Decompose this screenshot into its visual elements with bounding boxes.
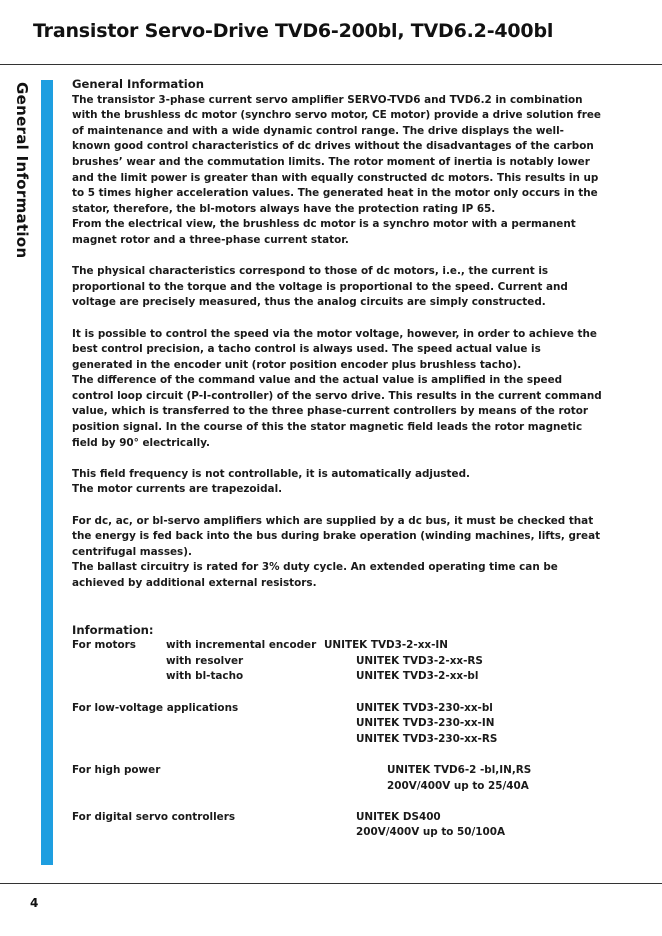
motor-option: with incremental encoder: [166, 639, 317, 652]
paragraph: The difference of the command value and the actual value is amplified in the speed control loop circuit (P-I-controller) of the servo drive. This results in the current command value, which is transferred to the three phase-current controllers by means of the rotor position signal. In the course of this the stator magnetic field leads the rotor magnetic field by 90° electrically.: [72, 374, 602, 449]
header-divider: [0, 64, 662, 65]
high-power-label: For high power: [72, 763, 161, 776]
info-row-lowvoltage-2: [72, 716, 602, 732]
motor-product: UNITEK TVD3-2-xx-bl: [356, 670, 479, 683]
paragraph: The transistor 3-phase current servo amplifier SERVO-TVD6 and TVD6.2 in combination with the brushless dc motor (synchro servo motor, CE motor) provide a drive solution free of maintenance and with a wide dynamic control range. The drive displays the well-known good control characteristics of dc drives without the disadvantages of the carbon brushes’ wear and the commutation limits. The rotor moment of inertia is notably lower and the limit power is greater than with equally constructed dc motors. This results in up to 5 times higher acceleration values. The generated heat in the motor only occurs in the stator, therefore, the bl-motors always have the protection rating IP 65.: [72, 93, 601, 215]
section-heading: General Information: [72, 77, 204, 91]
digital-product: UNITEK DS400: [356, 810, 441, 823]
paragraph: The physical characteristics correspond to those of dc motors, i.e., the current is proportional to the torque and the voltage is proportional to the speed. Current and voltage are precisely measured, thus the analog circuits are simply constructed.: [72, 265, 568, 309]
info-row-digital-2: [72, 825, 602, 841]
main-content: [72, 77, 602, 841]
section-accent-bar: [41, 80, 53, 865]
paragraph: The ballast circuitry is rated for 3% duty cycle. An extended operating time can be achieved by additional external resistors.: [72, 561, 558, 589]
high-power-spec: 200V/400V up to 25/40A: [387, 779, 529, 792]
info-row-lowvoltage-3: [72, 732, 602, 748]
paragraph: From the electrical view, the brushless dc motor is a synchro motor with a permanent magnet rotor and a three-phase current stator.: [72, 218, 576, 246]
info-row-lowvoltage-1: [72, 701, 602, 717]
motor-product: UNITEK TVD3-2-xx-RS: [356, 654, 483, 667]
digital-spec: 200V/400V up to 50/100A: [356, 826, 506, 839]
paragraph: For dc, ac, or bl-servo amplifiers which are supplied by a dc bus, it must be checked that the energy is fed back into the bus during brake operation (winding machines, lifts, great centrifugal masses).: [72, 514, 601, 558]
low-voltage-label: For low-voltage applications: [72, 701, 239, 714]
low-voltage-product: UNITEK TVD3-230-xx-IN: [356, 717, 495, 730]
info-row-highpower-1: [72, 763, 602, 779]
paragraph: This field frequency is not controllable, it is automatically adjusted.: [72, 467, 470, 480]
paragraph: It is possible to control the speed via the motor voltage, however, in order to achieve the best control precision, a tacho control is always used. The speed actual value is generated in the encoder unit (rotor position encoder plus brushless tacho).: [72, 327, 597, 371]
info-row-motors-3: [72, 669, 602, 685]
paragraph: The motor currents are trapezoidal.: [72, 483, 283, 496]
info-row-motors-1: [72, 638, 602, 654]
motor-option: with bl-tacho: [166, 670, 244, 683]
page-number: 4: [30, 896, 39, 910]
digital-label: For digital servo controllers: [72, 810, 236, 823]
motors-label: For motors: [72, 639, 136, 652]
page-title: Transistor Servo-Drive TVD6-200bl, TVD6.2-400bl: [33, 20, 554, 42]
info-row-motors-2: [72, 654, 602, 670]
section-side-label: General Information: [13, 82, 31, 259]
low-voltage-product: UNITEK TVD3-230-xx-RS: [356, 732, 498, 745]
motor-option: with resolver: [166, 654, 244, 667]
info-heading: Information:: [72, 622, 154, 637]
info-row-digital-1: [72, 810, 602, 826]
footer-divider: [0, 883, 662, 884]
high-power-product: UNITEK TVD6-2 -bl,IN,RS: [387, 763, 532, 776]
info-row-highpower-2: [72, 779, 602, 795]
motor-product: UNITEK TVD3-2-xx-IN: [324, 639, 448, 652]
low-voltage-product: UNITEK TVD3-230-xx-bl: [356, 701, 493, 714]
